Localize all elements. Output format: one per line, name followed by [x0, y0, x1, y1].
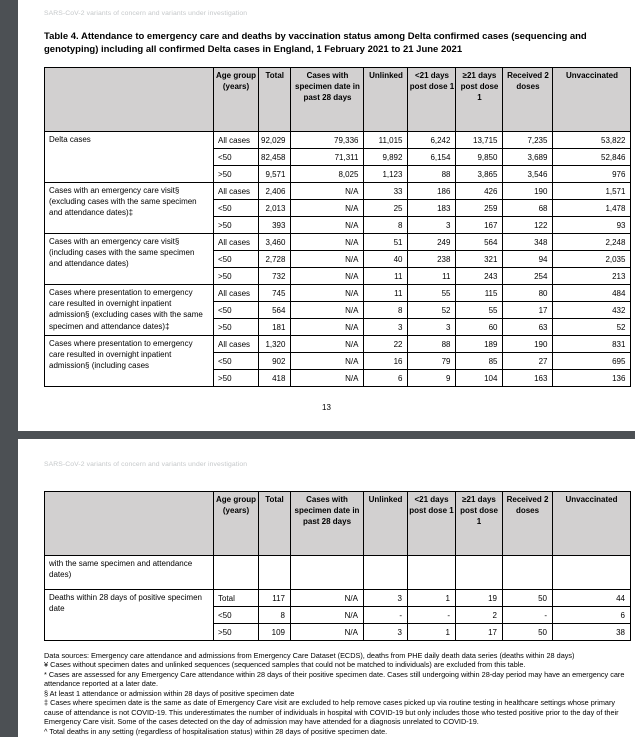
value-cell: 82,458	[259, 149, 291, 166]
value-cell: 695	[553, 353, 631, 370]
age-group-cell: <50	[214, 251, 259, 268]
value-cell: N/A	[291, 285, 364, 302]
footnotes	[44, 651, 630, 736]
value-cell: 11,015	[364, 132, 408, 149]
column-header: Total	[259, 492, 291, 556]
value-cell: 136	[553, 370, 631, 387]
value-cell: 16	[364, 353, 408, 370]
value-cell: 190	[503, 336, 553, 353]
value-cell: 3	[408, 217, 456, 234]
column-header: Unlinked	[364, 492, 408, 556]
age-group-cell: >50	[214, 166, 259, 183]
value-cell: 27	[503, 353, 553, 370]
value-cell: 2,035	[553, 251, 631, 268]
column-header: Cases with specimen date in past 28 days	[291, 68, 364, 132]
value-cell: 104	[456, 370, 503, 387]
age-group-cell: >50	[214, 268, 259, 285]
value-cell: 11	[408, 268, 456, 285]
column-header	[45, 68, 214, 132]
running-header: SARS-CoV-2 variants of concern and variants under investigation	[44, 10, 248, 17]
value-cell: 40	[364, 251, 408, 268]
value-cell: 79	[408, 353, 456, 370]
value-cell: 249	[408, 234, 456, 251]
value-cell: 9,571	[259, 166, 291, 183]
value-cell: 1	[408, 624, 456, 641]
value-cell	[408, 556, 456, 590]
age-group-cell: <50	[214, 353, 259, 370]
table-body	[45, 132, 631, 387]
value-cell: N/A	[291, 590, 364, 607]
attendance-table-page2	[44, 491, 631, 641]
column-header: Age group (years)	[214, 492, 259, 556]
running-header: SARS-CoV-2 variants of concern and variants under investigation	[44, 461, 248, 468]
value-cell: -	[364, 607, 408, 624]
value-cell: 186	[408, 183, 456, 200]
value-cell: -	[503, 607, 553, 624]
value-cell: 94	[503, 251, 553, 268]
value-cell: N/A	[291, 200, 364, 217]
value-cell: 117	[259, 590, 291, 607]
value-cell: 38	[553, 624, 631, 641]
value-cell: 52	[553, 319, 631, 336]
value-cell: 3,460	[259, 234, 291, 251]
value-cell: 51	[364, 234, 408, 251]
table-row	[45, 132, 631, 149]
value-cell: 348	[503, 234, 553, 251]
value-cell: 55	[408, 285, 456, 302]
footnote: ‡ Cases where specimen date is the same as date of Emergency Care visit are excluded to help remove cases picked up via routine testing in healthcare settings whose primary cause of attendance is not COVID-19. This underestimates the number of individuals in hospital with COVID-19 but only includes those who tested positive prior to the day of their Emergency Care visit. Some of the cases detected on the day of admission may have attended for a diagnosis unrelated to COVID-19.	[44, 698, 619, 727]
age-group-cell: Total	[214, 590, 259, 607]
value-cell	[291, 556, 364, 590]
value-cell: 9,850	[456, 149, 503, 166]
value-cell: 1,478	[553, 200, 631, 217]
value-cell: 17	[456, 624, 503, 641]
value-cell: 259	[456, 200, 503, 217]
row-group-label: Deaths within 28 days of positive specimen date	[45, 590, 214, 641]
value-cell: 33	[364, 183, 408, 200]
value-cell: 902	[259, 353, 291, 370]
value-cell: 11	[364, 285, 408, 302]
value-cell	[553, 556, 631, 590]
value-cell: 8	[259, 607, 291, 624]
value-cell: N/A	[291, 302, 364, 319]
value-cell: 321	[456, 251, 503, 268]
value-cell: -	[408, 607, 456, 624]
value-cell: 732	[259, 268, 291, 285]
footnote: Data sources: Emergency care attendance and admissions from Emergency Care Dataset (ECDS), deaths from PHE daily death data series (deaths within 28 days)	[44, 651, 575, 660]
value-cell: 484	[553, 285, 631, 302]
age-group-cell: >50	[214, 319, 259, 336]
value-cell: 181	[259, 319, 291, 336]
value-cell: 68	[503, 200, 553, 217]
value-cell: 183	[408, 200, 456, 217]
value-cell: 8,025	[291, 166, 364, 183]
column-header: ≥21 days post dose 1	[456, 492, 503, 556]
column-header: Cases with specimen date in past 28 days	[291, 492, 364, 556]
value-cell: 55	[456, 302, 503, 319]
value-cell: N/A	[291, 251, 364, 268]
value-cell: 80	[503, 285, 553, 302]
value-cell: 2,406	[259, 183, 291, 200]
value-cell: 11	[364, 268, 408, 285]
value-cell: 1,571	[553, 183, 631, 200]
table-row	[45, 234, 631, 251]
value-cell: 213	[553, 268, 631, 285]
value-cell: 13,715	[456, 132, 503, 149]
value-cell: 52	[408, 302, 456, 319]
value-cell: N/A	[291, 336, 364, 353]
column-header: Received 2 doses	[503, 492, 553, 556]
row-group-label: Cases where presentation to emergency care resulted in overnight inpatient admission§ (including cases	[45, 336, 214, 387]
value-cell: N/A	[291, 353, 364, 370]
age-group-cell	[214, 556, 259, 590]
column-header: <21 days post dose 1	[408, 492, 456, 556]
column-header: Unvaccinated	[553, 492, 631, 556]
column-header: Total	[259, 68, 291, 132]
document-page-2	[18, 439, 635, 737]
value-cell: 418	[259, 370, 291, 387]
age-group-cell: All cases	[214, 336, 259, 353]
table-row	[45, 590, 631, 607]
value-cell: 71,311	[291, 149, 364, 166]
page-number: 13	[322, 403, 331, 412]
value-cell: 115	[456, 285, 503, 302]
value-cell: 50	[503, 624, 553, 641]
value-cell: 1,123	[364, 166, 408, 183]
value-cell: N/A	[291, 319, 364, 336]
value-cell: 3	[364, 590, 408, 607]
age-group-cell: All cases	[214, 132, 259, 149]
value-cell	[364, 556, 408, 590]
value-cell	[259, 556, 291, 590]
value-cell: N/A	[291, 624, 364, 641]
table-body	[45, 556, 631, 641]
attendance-table-page1	[44, 67, 631, 387]
value-cell: 9,892	[364, 149, 408, 166]
value-cell: 189	[456, 336, 503, 353]
table-row	[45, 183, 631, 200]
value-cell: 564	[259, 302, 291, 319]
value-cell: 52,846	[553, 149, 631, 166]
value-cell: 6	[364, 370, 408, 387]
value-cell	[456, 556, 503, 590]
column-header: <21 days post dose 1	[408, 68, 456, 132]
value-cell: 44	[553, 590, 631, 607]
value-cell: 63	[503, 319, 553, 336]
value-cell: 426	[456, 183, 503, 200]
value-cell: 22	[364, 336, 408, 353]
age-group-cell: <50	[214, 200, 259, 217]
value-cell: 6,154	[408, 149, 456, 166]
value-cell: 7,235	[503, 132, 553, 149]
value-cell: 60	[456, 319, 503, 336]
value-cell: 122	[503, 217, 553, 234]
footnote: § At least 1 attendance or admission within 28 days of positive specimen date	[44, 688, 295, 698]
value-cell: 745	[259, 285, 291, 302]
column-header: Age group (years)	[214, 68, 259, 132]
value-cell: 79,336	[291, 132, 364, 149]
value-cell: 53,822	[553, 132, 631, 149]
value-cell: 25	[364, 200, 408, 217]
column-header: ≥21 days post dose 1	[456, 68, 503, 132]
value-cell: 3,546	[503, 166, 553, 183]
column-header: Unvaccinated	[553, 68, 631, 132]
value-cell: 8	[364, 302, 408, 319]
column-header: Received 2 doses	[503, 68, 553, 132]
row-group-label: Delta cases	[45, 132, 214, 183]
value-cell: 3	[408, 319, 456, 336]
value-cell: 3	[364, 624, 408, 641]
row-group-label: with the same specimen and attendance dates)	[45, 556, 214, 590]
value-cell: 163	[503, 370, 553, 387]
value-cell: 3	[364, 319, 408, 336]
value-cell: 8	[364, 217, 408, 234]
row-group-label: Cases where presentation to emergency care resulted in overnight inpatient admission§ (excluding cases with the same specimen and attendance dates)‡	[45, 285, 214, 336]
value-cell: 254	[503, 268, 553, 285]
value-cell: 88	[408, 336, 456, 353]
age-group-cell: >50	[214, 370, 259, 387]
age-group-cell: <50	[214, 302, 259, 319]
table-4-title: Table 4. Attendance to emergency care and deaths by vaccination status among Delta confirmed cases (sequencing and genotyping) including all confirmed Delta cases in England, 1 February 2021 to 21 June 2021	[44, 31, 587, 55]
value-cell: 17	[503, 302, 553, 319]
value-cell: 93	[553, 217, 631, 234]
value-cell: 50	[503, 590, 553, 607]
value-cell: N/A	[291, 217, 364, 234]
table-header-row	[45, 68, 631, 132]
age-group-cell: >50	[214, 217, 259, 234]
footnote: ^ Total deaths in any setting (regardless of hospitalisation status) within 28 days of positive specimen date.	[44, 726, 388, 736]
value-cell: 19	[456, 590, 503, 607]
value-cell: 1,320	[259, 336, 291, 353]
value-cell: 3,865	[456, 166, 503, 183]
value-cell: 393	[259, 217, 291, 234]
value-cell: 85	[456, 353, 503, 370]
value-cell: 432	[553, 302, 631, 319]
age-group-cell: >50	[214, 624, 259, 641]
document-page-1	[18, 0, 635, 431]
column-header: Unlinked	[364, 68, 408, 132]
row-group-label: Cases with an emergency care visit§ (excluding cases with the same specimen and attendance dates)‡	[45, 183, 214, 234]
value-cell: N/A	[291, 183, 364, 200]
value-cell: 2,728	[259, 251, 291, 268]
value-cell: 976	[553, 166, 631, 183]
table-row	[45, 285, 631, 302]
value-cell: 1	[408, 590, 456, 607]
value-cell: 190	[503, 183, 553, 200]
value-cell: N/A	[291, 268, 364, 285]
value-cell	[503, 556, 553, 590]
table-row	[45, 556, 631, 590]
value-cell: 6,242	[408, 132, 456, 149]
value-cell: 243	[456, 268, 503, 285]
value-cell: N/A	[291, 370, 364, 387]
value-cell: 109	[259, 624, 291, 641]
age-group-cell: All cases	[214, 234, 259, 251]
age-group-cell: <50	[214, 607, 259, 624]
age-group-cell: All cases	[214, 285, 259, 302]
value-cell: 3,689	[503, 149, 553, 166]
value-cell: 6	[553, 607, 631, 624]
value-cell: N/A	[291, 607, 364, 624]
age-group-cell: All cases	[214, 183, 259, 200]
value-cell: 2,013	[259, 200, 291, 217]
table-row	[45, 336, 631, 353]
value-cell: 2,248	[553, 234, 631, 251]
footnote: ¥ Cases without specimen dates and unlinked sequences (sequenced samples that could not be matched to individuals) are excluded from this table.	[44, 660, 526, 670]
footnote: * Cases are assessed for any Emergency Care attendance within 28 days of their positive specimen date. Cases still undergoing within 28-day period may have an emergency care attendance reported at a later date.	[44, 669, 625, 689]
column-header	[45, 492, 214, 556]
value-cell: 238	[408, 251, 456, 268]
table-header-row	[45, 492, 631, 556]
value-cell: 831	[553, 336, 631, 353]
value-cell: N/A	[291, 234, 364, 251]
age-group-cell: <50	[214, 149, 259, 166]
value-cell: 2	[456, 607, 503, 624]
value-cell: 92,029	[259, 132, 291, 149]
row-group-label: Cases with an emergency care visit§ (including cases with the same specimen and attendance dates)	[45, 234, 214, 285]
value-cell: 564	[456, 234, 503, 251]
value-cell: 167	[456, 217, 503, 234]
value-cell: 88	[408, 166, 456, 183]
value-cell: 9	[408, 370, 456, 387]
